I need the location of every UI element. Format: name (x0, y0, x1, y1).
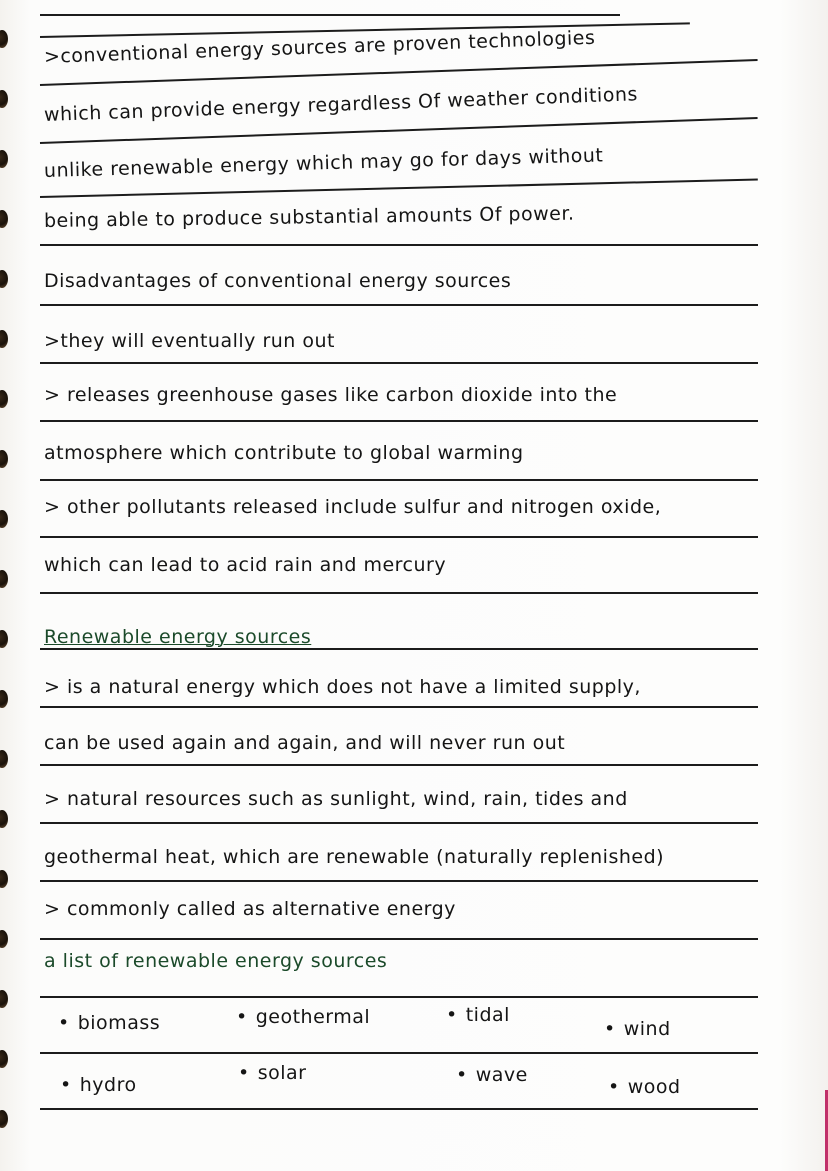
list-item-wood: • wood (608, 1076, 681, 1098)
note-line: >they will eventually run out (44, 330, 335, 352)
section-heading-disadvantages: Disadvantages of conventional energy sources (44, 270, 512, 292)
ruled-line (40, 822, 758, 824)
bullet-icon: • (608, 1076, 620, 1098)
list-item-wind: • wind (604, 1018, 671, 1040)
spiral-ring (0, 930, 8, 948)
note-line: which can lead to acid rain and mercury (44, 554, 447, 576)
spiral-ring (0, 510, 8, 528)
bullet-icon: • (60, 1074, 72, 1096)
spiral-ring (0, 870, 8, 888)
bullet-icon: • (604, 1018, 616, 1040)
note-line: which can provide energy regardless Of weather conditions (43, 83, 639, 126)
spiral-ring (0, 1110, 8, 1128)
note-line: atmosphere which contribute to global warming (44, 442, 524, 464)
list-item-solar: • solar (238, 1062, 307, 1084)
bullet-icon: • (456, 1064, 468, 1086)
bullet-icon: • (236, 1006, 248, 1028)
ruled-line (40, 880, 758, 882)
list-item-tidal: • tidal (446, 1004, 510, 1026)
ruled-line (40, 362, 758, 364)
note-line: unlike renewable energy which may go for days without (43, 144, 604, 182)
list-item-hydro: • hydro (60, 1074, 137, 1096)
note-line: > natural resources such as sunlight, wind, rain, tides and (44, 788, 628, 810)
spiral-ring (0, 810, 8, 828)
ruled-line (40, 536, 758, 538)
bullet-icon: • (58, 1012, 70, 1034)
spiral-ring (0, 990, 8, 1008)
spiral-ring (0, 750, 8, 768)
note-line: > commonly called as alternative energy (44, 898, 456, 920)
spiral-ring (0, 330, 8, 348)
spiral-ring (0, 450, 8, 468)
list-item-biomass: • biomass (58, 1012, 161, 1034)
spiral-ring (0, 90, 8, 108)
spiral-ring (0, 210, 8, 228)
bullet-icon: • (238, 1062, 250, 1084)
note-line: geothermal heat, which are renewable (naturally replenished) (44, 846, 665, 868)
section-heading-renewable: Renewable energy sources (44, 626, 312, 648)
spiral-ring (0, 390, 8, 408)
ruled-line (40, 14, 620, 16)
ruled-line (40, 244, 758, 246)
list-item-wave: • wave (456, 1064, 528, 1086)
ruled-line (40, 648, 758, 650)
note-line: > releases greenhouse gases like carbon dioxide into the (44, 384, 618, 406)
note-line: being able to produce substantial amounts Of power. (43, 202, 575, 232)
spiral-ring (0, 150, 8, 168)
note-line: can be used again and again, and will never run out (44, 732, 566, 754)
ruled-line (40, 1108, 758, 1110)
list-heading: a list of renewable energy sources (44, 950, 388, 972)
ruled-line (40, 938, 758, 940)
spiral-ring (0, 690, 8, 708)
note-line: > other pollutants released include sulfur and nitrogen oxide, (44, 496, 662, 518)
ruled-line (40, 706, 758, 708)
ruled-line (40, 420, 758, 422)
list-item-geothermal: • geothermal (236, 1006, 371, 1028)
note-line: >conventional energy sources are proven technologies (43, 26, 596, 68)
spiral-ring (0, 630, 8, 648)
spiral-ring (0, 30, 8, 48)
spiral-ring (0, 1050, 8, 1068)
note-line: > is a natural energy which does not have a limited supply, (44, 676, 641, 698)
ruled-line (40, 304, 758, 306)
ruled-line (40, 178, 758, 198)
ruled-line (40, 479, 758, 481)
ruled-line (40, 1052, 758, 1054)
spiral-ring (0, 270, 8, 288)
bullet-icon: • (446, 1004, 458, 1026)
ruled-line (40, 996, 758, 998)
ruled-line (40, 592, 758, 594)
spiral-ring (0, 570, 8, 588)
ruled-line (40, 764, 758, 766)
